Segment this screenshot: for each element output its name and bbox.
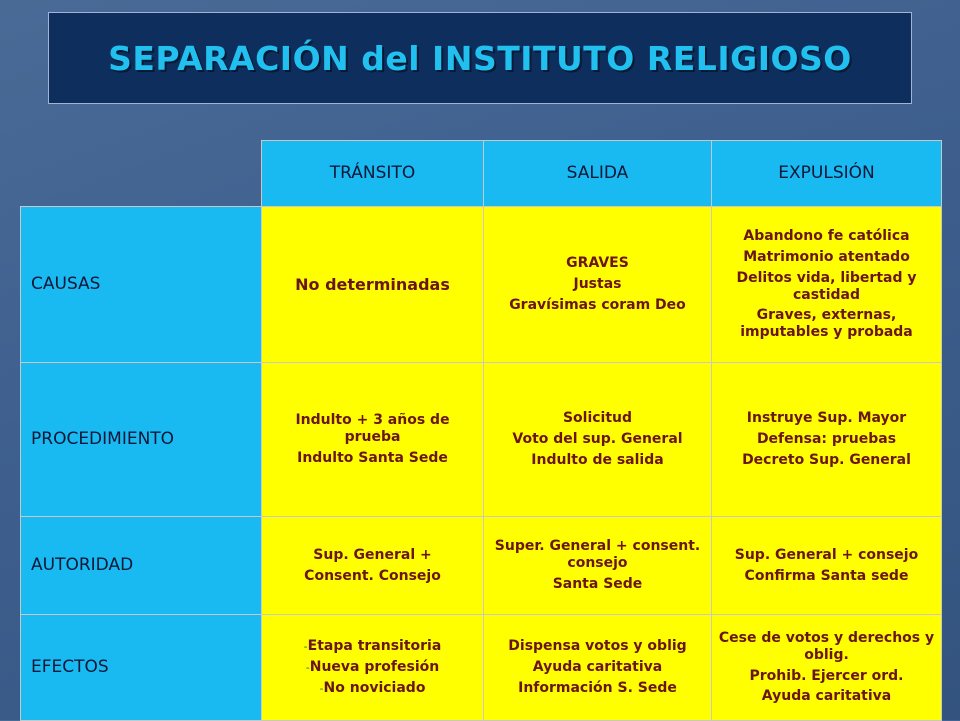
cell-autoridad-transito <box>262 517 484 615</box>
cell-line: Justas <box>573 276 622 293</box>
bullet-text: Nueva profesión <box>309 659 440 676</box>
cell-line: Indulto Santa Sede <box>297 449 448 466</box>
dash-bullet: - <box>305 661 310 675</box>
cell-efectos-salida <box>484 615 712 721</box>
cell-line: Delitos vida, libertad y castidad <box>736 269 917 303</box>
page-title: SEPARACIÓN del INSTITUTO RELIGIOSO <box>108 38 852 78</box>
cell-causas-expulsion <box>712 207 942 363</box>
header-salida: SALIDA <box>484 141 712 207</box>
row-label-procedimiento: PROCEDIMIENTO <box>21 363 262 517</box>
header-transito: TRÁNSITO <box>262 141 484 207</box>
cell-line: Indulto de salida <box>531 451 664 468</box>
cell-line: Sup. General + consejo <box>734 546 919 563</box>
table-row <box>21 615 942 721</box>
cell-line: Sup. General + <box>313 546 432 563</box>
cell-procedimiento-transito <box>262 363 484 517</box>
dash-bullet: - <box>319 681 324 695</box>
cell-line: Abandono fe católica <box>743 228 910 245</box>
cell-line: Consent. Consejo <box>304 567 441 584</box>
cell-line: Super. General + consent. consejo <box>494 538 701 572</box>
bullet-text: No noviciado <box>323 679 426 696</box>
cell-line: Graves, externas, imputables y probada <box>740 307 913 341</box>
cell-line: Información S. Sede <box>518 679 677 696</box>
cell-procedimiento-salida <box>484 363 712 517</box>
cell-efectos-expulsion <box>712 615 942 721</box>
cell-line: Cese de votos y derechos y oblig. <box>718 629 935 663</box>
cell-line: Santa Sede <box>552 575 643 592</box>
cell-line: Ayuda caritativa <box>761 688 892 705</box>
table-row <box>21 363 942 517</box>
cell-line: No determinadas <box>295 274 450 294</box>
cell-line <box>268 659 477 676</box>
cell-line: Ayuda caritativa <box>532 659 663 676</box>
cell-procedimiento-expulsion <box>712 363 942 517</box>
cell-line: Dispensa votos y oblig <box>508 638 687 655</box>
title-banner <box>48 12 912 104</box>
dash-bullet: - <box>303 640 308 654</box>
cell-line: GRAVES <box>566 255 629 272</box>
cell-efectos-transito <box>262 615 484 721</box>
table-row <box>21 517 942 615</box>
cell-line: Decreto Sup. General <box>742 451 911 468</box>
cell-line: Confirma Santa sede <box>744 567 909 584</box>
cell-line: Defensa: pruebas <box>756 431 897 448</box>
cell-line: Solicitud <box>562 410 633 427</box>
cell-autoridad-salida <box>484 517 712 615</box>
cell-line: Instruye Sup. Mayor <box>746 410 907 427</box>
cell-line: Matrimonio atentado <box>743 248 910 265</box>
header-expulsion: EXPULSIÓN <box>712 141 942 207</box>
cell-causas-salida <box>484 207 712 363</box>
cell-line: Indulto + 3 años de prueba <box>295 412 450 446</box>
cell-line <box>268 680 477 697</box>
cell-line <box>268 638 477 655</box>
row-label-efectos: EFECTOS <box>21 615 262 721</box>
cell-line: Voto del sup. General <box>512 431 683 448</box>
cell-autoridad-expulsion <box>712 517 942 615</box>
separation-table <box>20 140 942 721</box>
bullet-text: Etapa transitoria <box>307 638 442 655</box>
header-row <box>21 141 942 207</box>
row-label-autoridad: AUTORIDAD <box>21 517 262 615</box>
header-corner <box>21 141 262 207</box>
table-row <box>21 207 942 363</box>
row-label-causas: CAUSAS <box>21 207 262 363</box>
cell-causas-transito <box>262 207 484 363</box>
cell-line: Gravísimas coram Deo <box>509 296 686 313</box>
cell-line: Prohib. Ejercer ord. <box>749 667 904 684</box>
